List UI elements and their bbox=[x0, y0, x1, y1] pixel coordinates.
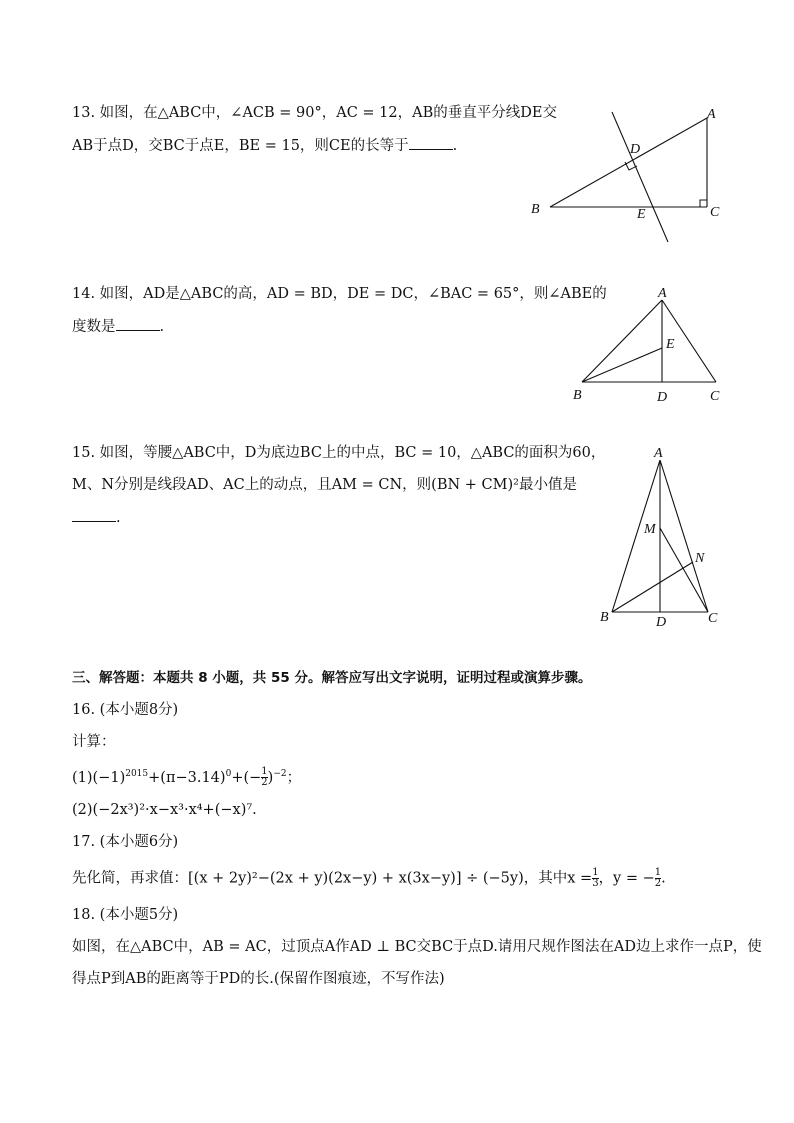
q15-label-b: B bbox=[600, 610, 609, 625]
q13-figure bbox=[520, 100, 740, 250]
q16-fraction-num: 1 bbox=[261, 766, 268, 778]
q17-y-num: 1 bbox=[654, 867, 662, 878]
q16-intro: 计算： bbox=[72, 734, 116, 750]
q14-line2 bbox=[72, 316, 164, 337]
q14-label-d: D bbox=[657, 390, 668, 405]
q16-part1-exp1: 2015 bbox=[125, 769, 149, 779]
q13-line1: 13. 如图，在△ABC中，∠ACB = 90°，AC = 12，AB的垂直平分线DE交 bbox=[72, 105, 557, 121]
q13-label-e: E bbox=[637, 207, 646, 222]
q17-x-den: 3 bbox=[592, 878, 599, 889]
q17-body bbox=[72, 868, 666, 889]
q14-line2-text: 度数是 bbox=[72, 319, 116, 335]
q13-label-c: C bbox=[710, 205, 720, 220]
q14-label-a: A bbox=[658, 286, 667, 301]
q16-part1-d: ) bbox=[267, 769, 274, 786]
q18-line2: 得点P到AB的距离等于PD的长.(保留作图痕迹，不写作法) bbox=[72, 971, 445, 987]
q16-part2: (2)(−2x³)²·x−x³·x⁴+(−x)⁷. bbox=[72, 802, 257, 818]
q14-segment-be bbox=[582, 348, 662, 382]
q16-part1-exp3: −2 bbox=[273, 769, 287, 779]
q17-mid: ，y = − bbox=[598, 870, 655, 887]
q14-figure bbox=[560, 282, 760, 412]
q15-label-a: A bbox=[654, 446, 663, 461]
q14-label-c: C bbox=[710, 389, 720, 404]
q17-end: . bbox=[661, 870, 666, 887]
q13-perpendicular-bisector-de bbox=[612, 112, 668, 242]
q15-figure bbox=[590, 440, 740, 640]
q13-line2-end: . bbox=[452, 138, 458, 154]
q17-expression: 先化简，再求值：[(x + 2y)²−(2x + y)(2x−y) + x(3x−y)] ÷ (−5y)，其中x = bbox=[72, 870, 593, 887]
q15-segment-cm bbox=[660, 528, 708, 612]
q18-title: 18. (本小题5分) bbox=[72, 907, 179, 923]
section3-heading: 三、解答题：本题共 8 小题，共 55 分。解答应写出文字说明，证明过程或演算步骤。 bbox=[72, 670, 592, 686]
q13-label-a: A bbox=[707, 107, 716, 122]
q15-line2: M、N分别是线段AD、AC上的动点，且AM = CN，则(BN + CM)²最小值是 bbox=[72, 477, 577, 493]
q17-title: 17. (本小题6分) bbox=[72, 834, 179, 850]
q14-line2-end: . bbox=[159, 319, 165, 335]
q14-answer-blank bbox=[116, 316, 160, 331]
q16-part1-exp2: 0 bbox=[225, 769, 232, 779]
q16-fraction-den: 2 bbox=[261, 777, 268, 789]
q15-segment-ac bbox=[660, 460, 708, 612]
q15-label-n: N bbox=[695, 551, 705, 566]
q15-line3-end: . bbox=[116, 510, 121, 526]
q16-part1 bbox=[72, 764, 301, 788]
q16-part1-b: +(π−3.14) bbox=[148, 769, 226, 786]
q13-segment-ab bbox=[550, 118, 707, 207]
q16-part1-a: (1)(−1) bbox=[72, 769, 126, 786]
q13-label-d: D bbox=[630, 142, 641, 157]
q15-label-c: C bbox=[708, 611, 718, 626]
q14-label-b: B bbox=[573, 388, 582, 403]
q13-answer-blank bbox=[409, 135, 453, 150]
q13-right-angle-mark-c bbox=[700, 200, 707, 207]
q13-line2 bbox=[72, 135, 457, 156]
q14-label-e: E bbox=[666, 337, 675, 352]
q15-line3 bbox=[72, 507, 121, 528]
q17-y-den: 2 bbox=[654, 878, 662, 889]
q15-line1: 15. 如图，等腰△ABC中，D为底边BC上的中点，BC = 10，△ABC的面积为60， bbox=[72, 445, 606, 461]
q15-answer-blank bbox=[72, 507, 116, 522]
q13-line2-text: AB于点D，交BC于点E，BE = 15，则CE的长等于 bbox=[72, 138, 409, 154]
q16-part1-e: ； bbox=[286, 769, 302, 786]
q18-line1: 如图，在△ABC中，AB = AC，过顶点A作AD ⊥ BC交BC于点D.请用尺规作图法在AD边上求作一点P，使 bbox=[72, 939, 762, 955]
q15-segment-bn bbox=[612, 562, 693, 612]
q14-line1: 14. 如图，AD是△ABC的高，AD = BD，DE = DC，∠BAC = 65°，则∠ABE的 bbox=[72, 286, 607, 302]
q17-x-num: 1 bbox=[592, 867, 599, 878]
q15-label-m: M bbox=[644, 522, 656, 537]
q16-title: 16. (本小题8分) bbox=[72, 702, 179, 718]
q13-label-b: B bbox=[531, 202, 540, 217]
q15-label-d: D bbox=[656, 615, 667, 630]
q14-segment-ab bbox=[582, 300, 662, 382]
q16-part1-c: +(− bbox=[231, 769, 262, 786]
